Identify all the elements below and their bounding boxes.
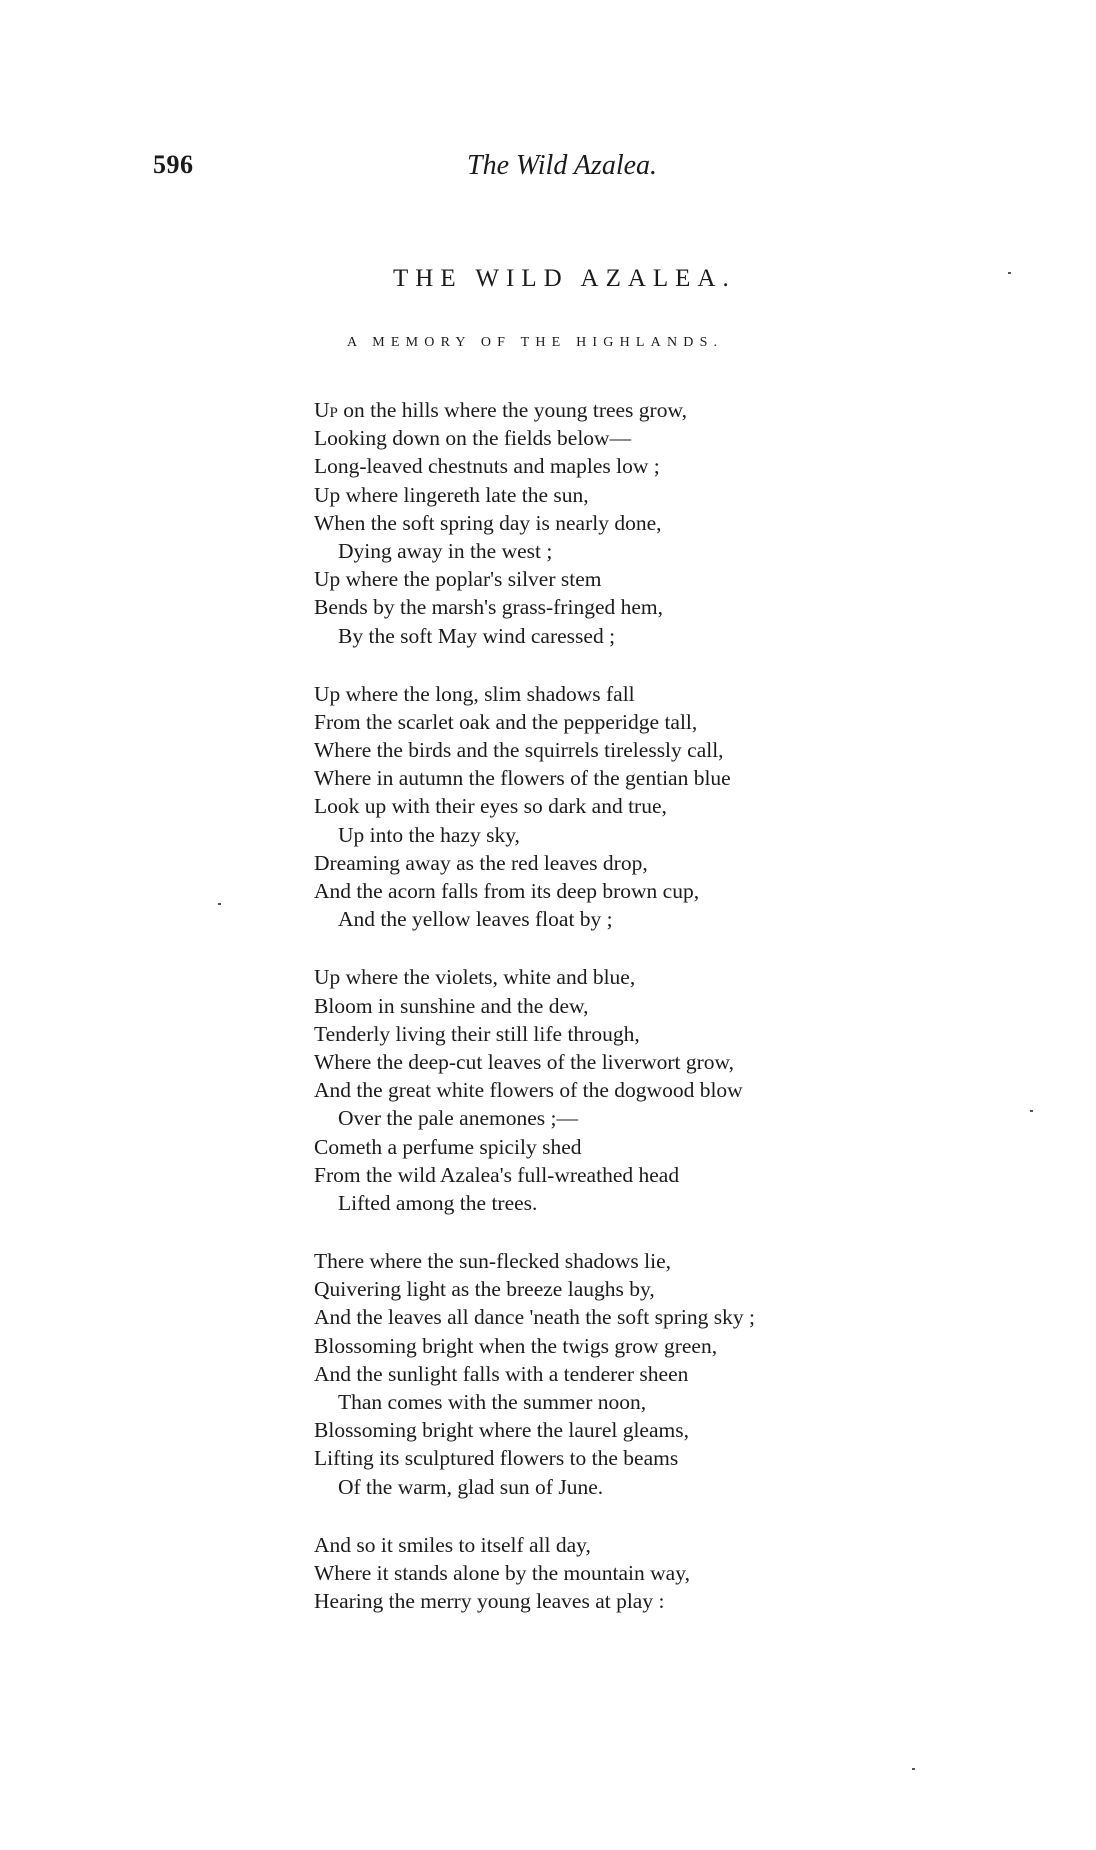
poem-line-text: Quivering light as the breeze laughs by, [314, 1277, 655, 1302]
poem-line-text: There where the sun-flecked shadows lie, [314, 1249, 671, 1274]
poem-line [314, 1388, 1074, 1416]
poem-line-text: Up where lingereth late the sun, [314, 482, 589, 507]
poem-line [314, 1332, 1074, 1360]
stanza [314, 963, 1074, 1217]
poem-line [314, 1587, 1074, 1615]
poem-line-text: Bloom in sunshine and the dew, [314, 993, 589, 1018]
poem-line-text: And the acorn falls from its deep brown cup, [314, 879, 700, 903]
running-head-title: The Wild Azalea. [467, 150, 658, 181]
poem-line [314, 622, 1074, 650]
poem-line-text: And the sunlight falls with a tenderer sheen [314, 1361, 689, 1386]
poem-line-text: From the scarlet oak and the pepperidge tall, [314, 709, 698, 734]
poem-line [314, 905, 1074, 933]
poem-line [314, 424, 1074, 452]
poem-line [314, 792, 1074, 820]
poem-line [314, 509, 1074, 537]
poem-line-text: When the soft spring day is nearly done, [314, 510, 662, 535]
poem-line-text: Dying away in the west ; [338, 538, 553, 563]
poem-line-text: Up where the violets, white and blue, [314, 965, 636, 990]
poem-line [314, 963, 1074, 991]
poem-line [314, 680, 1074, 708]
poem-line-text: Hearing the merry young leaves at play : [314, 1589, 665, 1614]
poem-line-text: Of the warm, glad sun of June. [338, 1474, 604, 1499]
poem-line-text: Lifting its sculptured flowers to the beams [314, 1446, 679, 1471]
poem-line-text: Look up with their eyes so dark and true, [314, 794, 667, 819]
poem-line-text: Bends by the marsh's grass-fringed hem, [314, 595, 663, 620]
poem-line-text: Blossoming bright where the laurel gleams, [314, 1418, 689, 1443]
poem-line-text: Blossoming bright when the twigs grow green, [314, 1333, 718, 1358]
poem-line [314, 1531, 1074, 1559]
poem-line [314, 396, 1074, 424]
poem-line [314, 764, 1074, 792]
stanza [314, 1531, 1074, 1616]
poem-line [314, 1048, 1074, 1076]
poem-title: THE WILD AZALEA. [393, 265, 736, 292]
poem-line [314, 593, 1074, 621]
stanza [314, 680, 1074, 934]
poem-line [314, 1559, 1074, 1587]
poem-line-text: And the leaves all dance 'neath the soft spring sky ; [314, 1305, 755, 1330]
page-number: 596 [153, 150, 194, 179]
poem-line [314, 481, 1074, 509]
poem-line-text: Cometh a perfume spicily shed [314, 1134, 582, 1159]
poem-line [314, 992, 1074, 1020]
scan-speck [218, 903, 221, 905]
poem-line [314, 452, 1074, 480]
poem-line-text: Dreaming away as the red leaves drop, [314, 850, 648, 875]
poem-line [314, 1189, 1074, 1217]
stanza [314, 1247, 1074, 1501]
poem-line-text: Where it stands alone by the mountain way, [314, 1560, 690, 1585]
poem-line [314, 877, 1074, 905]
scan-speck [1008, 272, 1011, 274]
poem-line [314, 708, 1074, 736]
poem-line [314, 1020, 1074, 1048]
poem-line [314, 821, 1074, 849]
poem-line [314, 565, 1074, 593]
poem-line-text: on the hills where the young trees grow, [337, 398, 687, 422]
poem-line-text: And so it smiles to itself all day, [314, 1532, 591, 1557]
poem-line-text: Looking down on the fields below— [314, 426, 632, 451]
poem-line [314, 1360, 1074, 1388]
poem-line [314, 1104, 1074, 1132]
poem-first-word: Up [314, 398, 338, 422]
poem-line [314, 1275, 1074, 1303]
scan-speck [1030, 1110, 1033, 1112]
poem-body [314, 396, 1074, 1645]
poem-line [314, 1076, 1074, 1104]
poem-subtitle: A MEMORY OF THE HIGHLANDS. [347, 335, 724, 350]
poem-line [314, 1473, 1074, 1501]
poem-line-text: Where the birds and the squirrels tirelessly call, [314, 738, 724, 763]
poem-line [314, 1247, 1074, 1275]
poem-line [314, 537, 1074, 565]
poem-line [314, 1444, 1074, 1472]
poem-line-text: And the yellow leaves float by ; [338, 907, 613, 932]
poem-line [314, 1161, 1074, 1189]
poem-line [314, 849, 1074, 877]
poem-line-text: Tenderly living their still life through, [314, 1021, 640, 1046]
poem-line [314, 1303, 1074, 1331]
poem-line-text: Where the deep-cut leaves of the liverwort grow, [314, 1049, 735, 1074]
poem-line [314, 1133, 1074, 1161]
poem-line-text: Up where the long, slim shadows fall [314, 681, 635, 706]
poem-line-text: Up where the poplar's silver stem [314, 567, 602, 592]
poem-line-text: Over the pale anemones ;— [338, 1106, 578, 1131]
poem-line-text: By the soft May wind caressed ; [338, 623, 616, 648]
poem-line-text: Where in autumn the flowers of the gentian blue [314, 766, 731, 791]
poem-line [314, 1416, 1074, 1444]
poem-line-text: And the great white flowers of the dogwood blow [314, 1078, 743, 1103]
poem-line-text: Up into the hazy sky, [338, 822, 520, 847]
poem-line [314, 736, 1074, 764]
poem-line-text: Lifted among the trees. [338, 1190, 538, 1215]
poem-line-text: From the wild Azalea's full-wreathed head [314, 1162, 680, 1187]
poem-line-text: Than comes with the summer noon, [338, 1390, 647, 1414]
stanza [314, 396, 1074, 650]
poem-line-text: Long-leaved chestnuts and maples low ; [314, 454, 660, 479]
scan-speck [912, 1768, 915, 1770]
